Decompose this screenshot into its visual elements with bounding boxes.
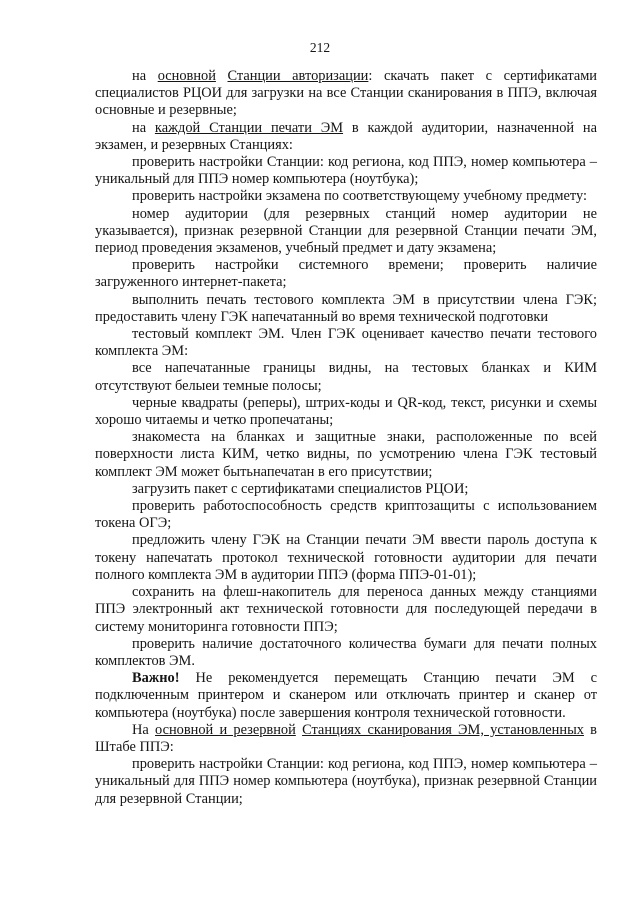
paragraph: проверить настройки системного времени; проверить наличие загруженного интернет-пакета; bbox=[95, 257, 597, 291]
paragraph: черные квадраты (реперы), штрих-коды и QR-код, текст, рисунки и схемы хорошо читаемы и четко пропечатаны; bbox=[95, 394, 597, 429]
underlined-text: Станции авторизации bbox=[227, 68, 369, 84]
paragraph: проверить работоспособность средств криптозащиты с использованием токена ОГЭ; bbox=[95, 498, 597, 532]
underlined-text: Станциях сканирования ЭМ, установленных bbox=[302, 721, 584, 738]
page-number: 212 bbox=[309, 40, 331, 55]
paragraph: проверить настройки Станции: код региона, код ППЭ, номер компьютера – уникальный для ППЭ номер компьютера (ноутбука); bbox=[95, 154, 597, 188]
paragraph: знакоместа на бланках и защитные знаки, расположенные по всей поверхности листа КИМ, четко видны, по усмотрению члена ГЭК тестовый комплект ЭМ может бытьнапечатан в его присутствии; bbox=[95, 429, 597, 480]
underlined-text: каждой Станции печати ЭМ bbox=[154, 119, 344, 136]
paragraph: выполнить печать тестового комплекта ЭМ в присутствии члена ГЭК; предоставить члену ГЭК напечатанный во время технической подготовки bbox=[95, 291, 597, 325]
paragraph: предложить члену ГЭК на Станции печати ЭМ ввести пароль доступа к токену напечатать протокол технической готовности аудитории для печати полного комплекта ЭМ в аудитории ППЭ (форма ППЭ-01-01); bbox=[95, 532, 597, 583]
paragraph: проверить наличие достаточного количества бумаги для печати полных комплектов ЭМ. bbox=[95, 635, 597, 669]
paragraph-scan-stations: На основной и резервной Станциях сканирования ЭМ, установленных в Штабе ППЭ: bbox=[95, 721, 597, 755]
paragraph: тестовый комплект ЭМ. Член ГЭК оценивает качество печати тестового комплекта ЭМ: bbox=[95, 326, 597, 360]
important-label: Важно! bbox=[132, 670, 180, 687]
paragraph: загрузить пакет с сертификатами специалистов РЦОИ; bbox=[132, 480, 469, 497]
underlined-text: основной и резервной bbox=[155, 721, 296, 738]
paragraph: сохранить на флеш-накопитель для переноса данных между станциями ППЭ электронный акт технической готовности для последующей передачи в систему мониторинга готовности ППЭ; bbox=[95, 584, 597, 635]
document-body bbox=[95, 68, 597, 808]
paragraph: номер аудитории (для резервных станций номер аудитории не указывается), признак резервной Станции для резервной Станции печати ЭМ, период проведения экзаменов, учебный предмет и дату экзамена; bbox=[95, 205, 597, 257]
paragraph: проверить настройки экзамена по соответствующему учебному предмету: bbox=[132, 188, 587, 205]
paragraph-print-station: на каждой Станции печати ЭМ в каждой аудитории, назначенной на экзамен, и резервных Станциях: bbox=[95, 119, 598, 153]
paragraph: все напечатанные границы видны, на тестовых бланках и КИМ отсутствуют белыеи темные полосы; bbox=[95, 360, 597, 394]
paragraph-important-note: Важно! Не рекомендуется перемещать Станцию печати ЭМ с подключенным принтером и сканером или отключать принтер и сканер от компьютера (ноутбука) после завершения контроля технической готовности. bbox=[95, 670, 597, 721]
paragraph: проверить настройки Станции: код региона, код ППЭ, номер компьютера – уникальный для ППЭ номер компьютера (ноутбука), признак резервной Станции для резервной Станции; bbox=[95, 756, 597, 807]
underlined-text: основной bbox=[157, 68, 216, 84]
paragraph-auth-station: на основной Станции авторизации: скачать пакет с сертификатами специалистов РЦОИ для загрузки на все Станции сканирования в ППЭ, включая основные и резервные; bbox=[95, 68, 598, 119]
